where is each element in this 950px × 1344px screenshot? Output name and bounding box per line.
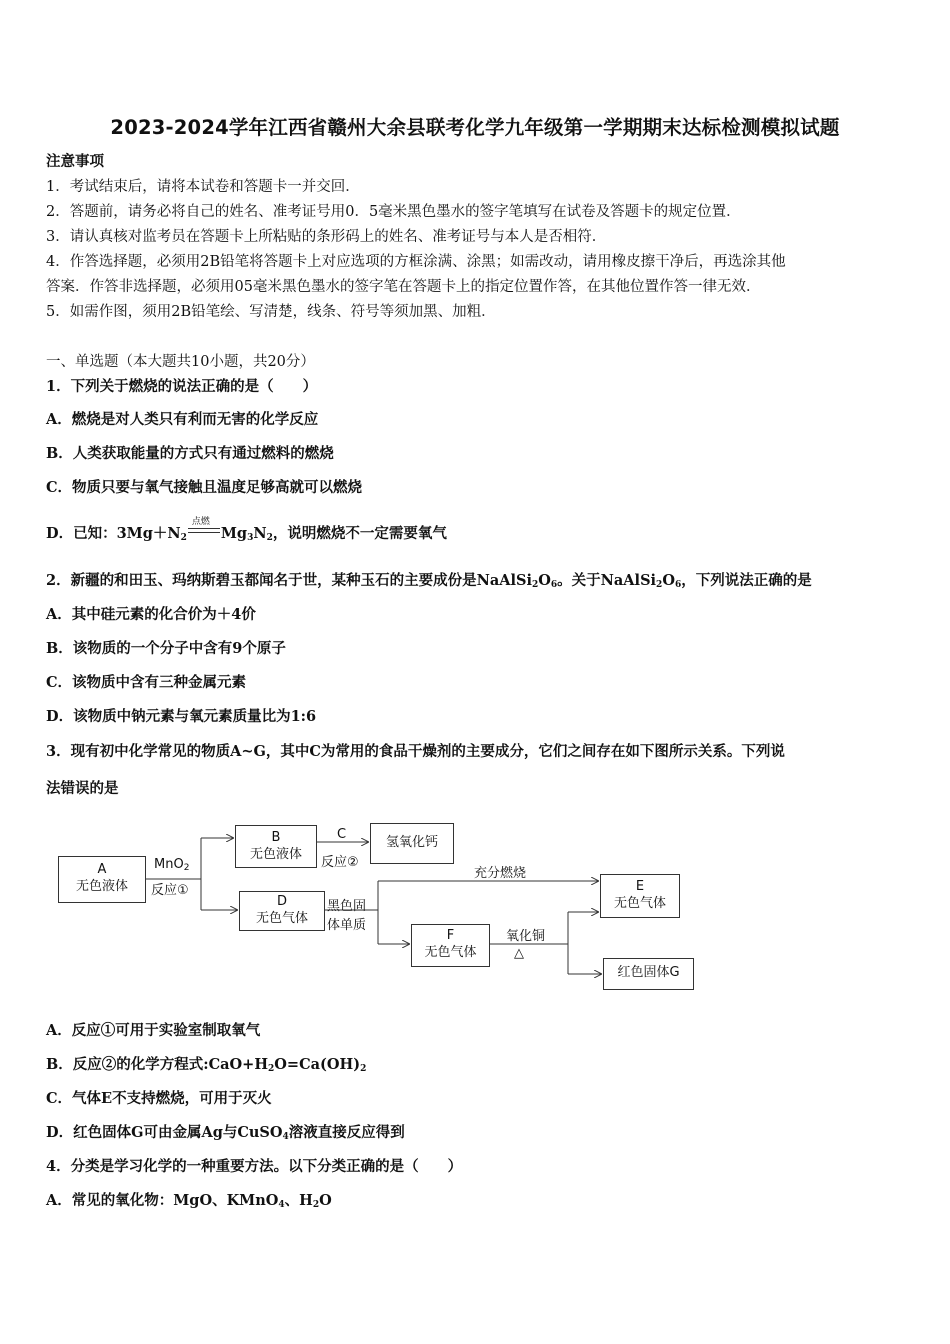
mno2-text: MnO xyxy=(154,857,184,872)
q2-stem-c: 。关于NaAlSi xyxy=(557,572,657,589)
q3-option-a: A．反应①可用于实验室制取氧气 xyxy=(46,1022,261,1039)
q2-stem-e: ，下列说法正确的是 xyxy=(681,572,812,589)
q2-s1: 2 xyxy=(531,580,539,590)
notice-item-2: 2．答题前，请务必将自己的姓名、准考证号用0．5毫米黑色墨水的签字笔填写在试卷及答题卡的规定位置． xyxy=(46,204,741,220)
box-e-letter: E xyxy=(635,879,645,894)
q2-option-b: B．该物质的一个分子中含有9个原子 xyxy=(46,640,286,657)
box-e xyxy=(600,874,680,918)
q1-d-prefix: D．已知：3Mg＋N xyxy=(46,525,181,542)
ignite-label: 点燃 xyxy=(191,517,210,527)
box-d xyxy=(239,891,325,931)
box-a-text: 无色液体 xyxy=(75,879,128,894)
q2-option-c: C．该物质中含有三种金属元素 xyxy=(46,674,247,691)
q2-s4: 6 xyxy=(674,580,682,590)
q3-stem-1: 3．现有初中化学常见的物质A~G，其中C为常用的食品干燥剂的主要成分，它们之间存在如下图所示关系。下列说 xyxy=(46,743,785,760)
q1-d-n: N xyxy=(253,525,267,542)
reaction-1-label: 反应① xyxy=(151,883,189,898)
q2-stem-d: O xyxy=(662,572,675,589)
notice-item-4-cont: 答案．作答非选择题，必须用05毫米黑色墨水的签字笔在答题卡上的指定位置作答，在其他位置作答一律无效． xyxy=(46,279,761,295)
q1-option-b: B．人类获取能量的方式只有通过燃料的燃烧 xyxy=(46,445,334,462)
black-solid-label-2: 体单质 xyxy=(327,918,367,933)
q3-d-b: 溶液直接反应得到 xyxy=(288,1124,405,1141)
q1-option-c: C．物质只要与氧气接触且温度足够高就可以燃烧 xyxy=(46,479,363,496)
q2-stem-b: O xyxy=(538,572,551,589)
q4-a-c: O xyxy=(319,1192,332,1209)
notice-heading: 注意事项 xyxy=(46,153,104,170)
box-f-text: 无色气体 xyxy=(424,945,477,960)
q2-s2: 6 xyxy=(550,580,558,590)
q1-option-a: A．燃烧是对人类只有利而无害的化学反应 xyxy=(46,411,319,428)
box-c xyxy=(370,823,454,864)
heat-label: △ xyxy=(514,946,524,961)
catalyst-label xyxy=(154,857,189,872)
q4-a-s2: 2 xyxy=(312,1200,320,1210)
q4-a-a: A．常见的氧化物：MgO、KMnO xyxy=(46,1192,279,1209)
box-b-letter: B xyxy=(271,830,281,845)
burn-label: 充分燃烧 xyxy=(474,866,527,881)
notice-item-4: 4．作答选择题，必须用2B铅笔将答题卡上对应选项的方框涂满、涂黑；如需改动，请用橡皮擦干净后，再选涂其他 xyxy=(46,254,786,270)
q3-b-b: O=Ca(OH) xyxy=(274,1056,361,1073)
q3-d-a: D．红色固体G可由金属Ag与CuSO xyxy=(46,1124,283,1141)
q3-option-c: C．气体E不支持燃烧，可用于灭火 xyxy=(46,1090,272,1107)
notice-item-5: 5．如需作图，须用2B铅笔绘、写清楚，线条、符号等须加黑、加粗． xyxy=(46,304,496,320)
notice-item-1: 1．考试结束后，请将本试卷和答题卡一并交回． xyxy=(46,179,360,195)
box-b xyxy=(235,825,317,868)
q1-d-mid: Mg xyxy=(220,525,248,542)
notice-item-3: 3．请认真核对监考员在答题卡上所粘贴的条形码上的姓名、准考证号与本人是否相符． xyxy=(46,229,607,245)
reaction-2-label: 反应② xyxy=(321,855,359,870)
q1-d-sub2: 3 xyxy=(247,533,254,543)
q3-stem-2: 法错误的是 xyxy=(46,780,119,797)
box-f-letter: F xyxy=(446,928,455,943)
section-heading: 一、单选题（本大题共10小题，共20分） xyxy=(46,354,315,370)
q2-s3: 2 xyxy=(656,580,663,590)
c-label: C xyxy=(337,827,347,842)
q4-a-s1: 4 xyxy=(278,1200,285,1210)
mno2-sub: 2 xyxy=(183,863,190,873)
q1-d-suffix: ，说明燃烧不一定需要氧气 xyxy=(272,525,447,542)
box-a xyxy=(58,856,146,903)
q4-stem: 4．分类是学习化学的一种重要方法。以下分类正确的是（ ） xyxy=(46,1158,463,1175)
box-c-text: 氢氧化钙 xyxy=(385,835,438,850)
q3-b-s1: 2 xyxy=(268,1064,275,1074)
black-solid-label-1: 黑色固 xyxy=(327,899,367,914)
q3-d-s1: 4 xyxy=(282,1132,289,1142)
q3-b-s2: 2 xyxy=(360,1064,367,1074)
q2-stem-a: 2．新疆的和田玉、玛纳斯碧玉都闻名于世，某种玉石的主要成份是NaAlSi xyxy=(46,572,532,589)
q3-option-b xyxy=(46,1055,366,1075)
box-g xyxy=(603,958,694,990)
q2-option-d: D．该物质中钠元素与氧元素质量比为1:6 xyxy=(46,708,317,725)
q3-option-d xyxy=(46,1123,405,1143)
q4-option-a xyxy=(46,1191,332,1211)
box-f xyxy=(411,924,490,967)
box-a-letter: A xyxy=(97,862,107,877)
q3-b-a: B．反应②的化学方程式:CaO+H xyxy=(46,1056,269,1073)
q1-d-sub3: 2 xyxy=(266,533,273,543)
page-title: 2023-2024学年江西省赣州大余县联考化学九年级第一学期期末达标检测模拟试题 xyxy=(110,116,840,139)
box-d-text: 无色气体 xyxy=(255,911,308,926)
cuo-label: 氧化铜 xyxy=(506,929,546,944)
q4-a-b: 、H xyxy=(284,1192,313,1209)
box-d-letter: D xyxy=(276,894,287,909)
q1-d-sub1: 2 xyxy=(180,533,187,543)
box-e-text: 无色气体 xyxy=(613,896,666,911)
q2-option-a: A．其中硅元素的化合价为＋4价 xyxy=(46,606,256,623)
q1-stem: 1．下列关于燃烧的说法正确的是（ ） xyxy=(46,378,318,395)
box-b-text: 无色液体 xyxy=(249,847,302,862)
box-g-text: 红色固体G xyxy=(617,965,680,980)
